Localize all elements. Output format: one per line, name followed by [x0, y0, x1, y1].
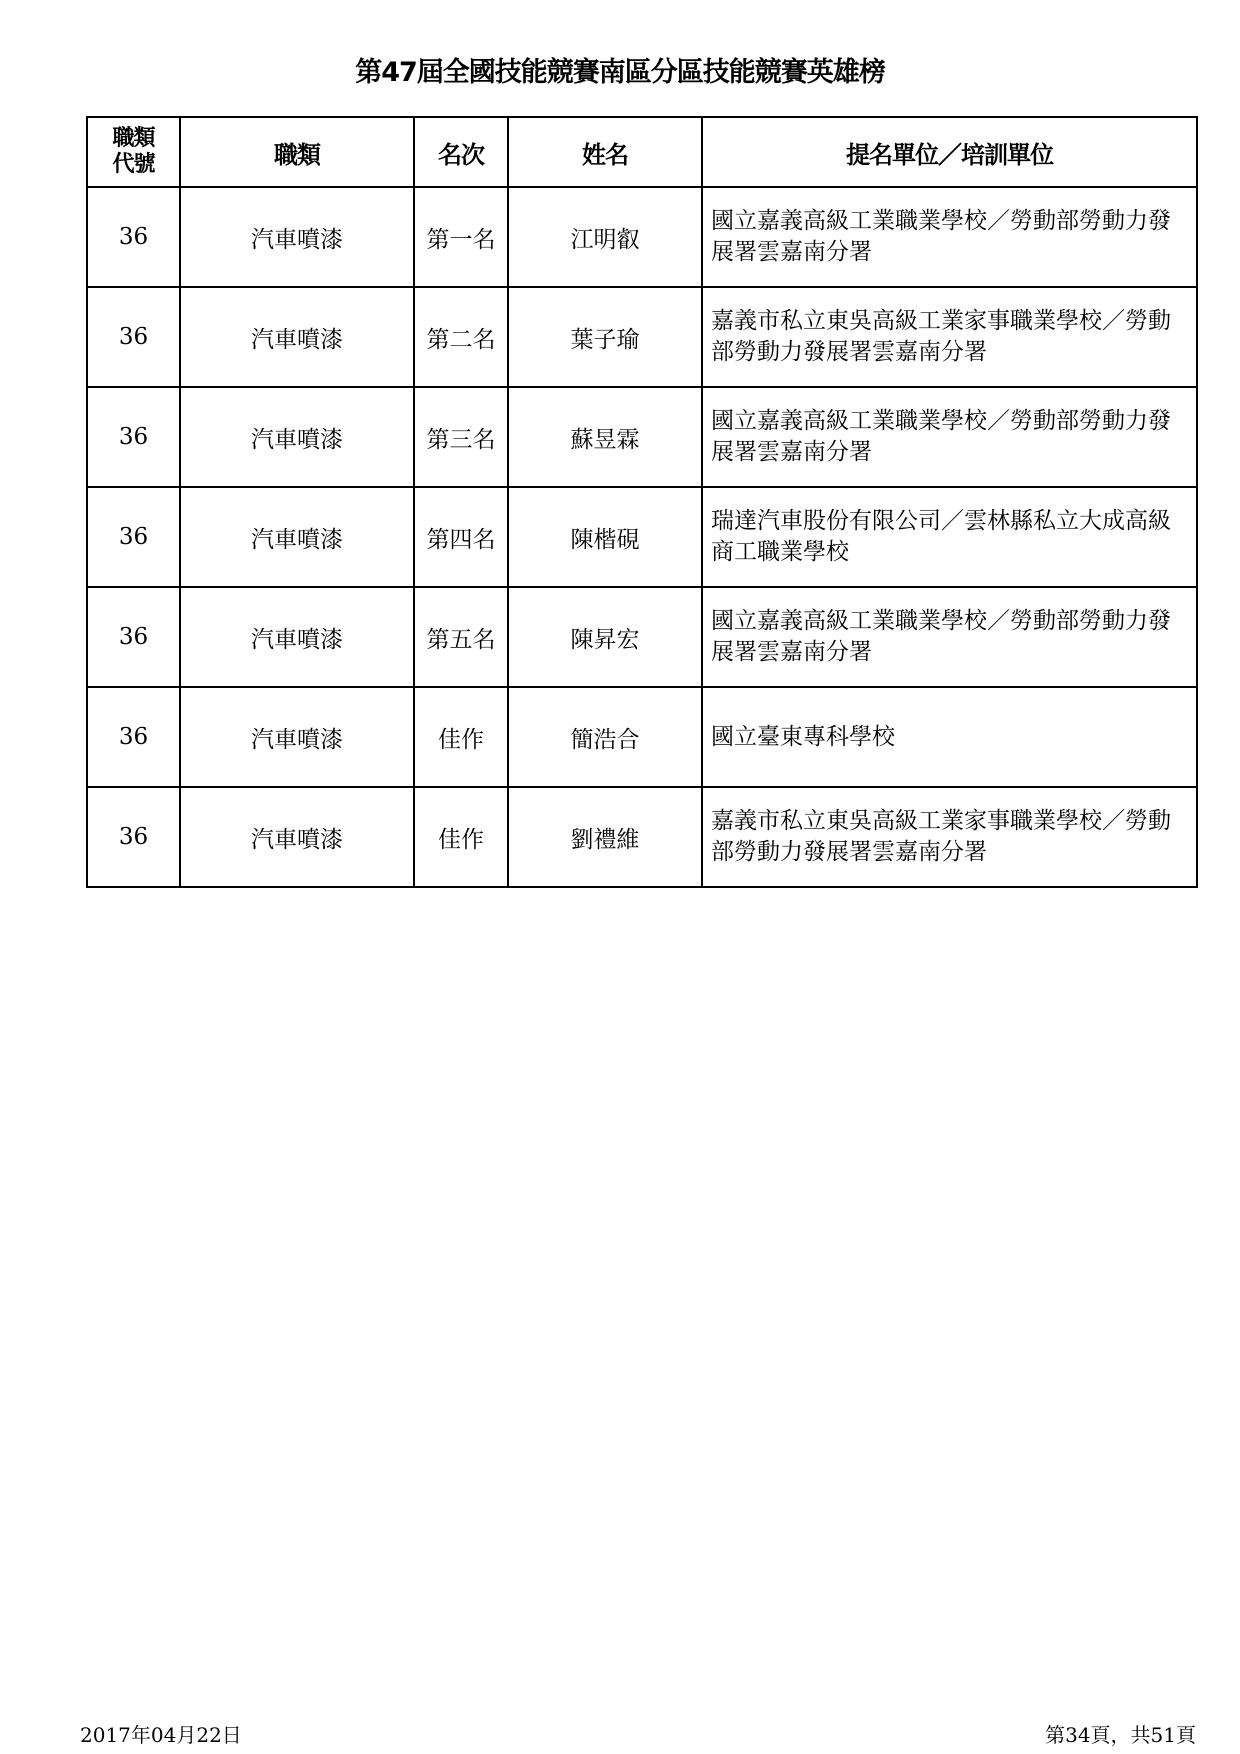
- cell-rank: 第五名: [414, 587, 508, 687]
- cell-code: 36: [87, 687, 180, 787]
- cell-unit: 嘉義市私立東吳高級工業家事職業學校／勞動部勞動力發展署雲嘉南分署: [702, 287, 1197, 387]
- cell-rank: 佳作: [414, 787, 508, 887]
- cell-unit: 國立嘉義高級工業職業學校／勞動部勞動力發展署雲嘉南分署: [702, 387, 1197, 487]
- header-rank: 名次: [414, 117, 508, 187]
- cell-category: 汽車噴漆: [180, 487, 414, 587]
- cell-unit: 國立臺東專科學校: [702, 687, 1197, 787]
- cell-category: 汽車噴漆: [180, 587, 414, 687]
- cell-code: 36: [87, 387, 180, 487]
- cell-name: 陳楷硯: [508, 487, 702, 587]
- table-row: [87, 687, 1197, 787]
- table-row: [87, 487, 1197, 587]
- cell-code: 36: [87, 487, 180, 587]
- header-unit: 提名單位／培訓單位: [702, 117, 1197, 187]
- cell-name: 蘇昱霖: [508, 387, 702, 487]
- cell-name: 簡浩合: [508, 687, 702, 787]
- cell-unit: 瑞達汽車股份有限公司／雲林縣私立大成高級商工職業學校: [702, 487, 1197, 587]
- hero-roster-table: [86, 116, 1198, 888]
- cell-rank: 第三名: [414, 387, 508, 487]
- footer-page-number: 第34頁，共51頁: [1045, 1723, 1196, 1747]
- header-code: [87, 117, 180, 187]
- cell-unit: 國立嘉義高級工業職業學校／勞動部勞動力發展署雲嘉南分署: [702, 187, 1197, 287]
- header-code-line1: 職類: [112, 126, 155, 151]
- table-header-row: [87, 117, 1197, 187]
- cell-code: 36: [87, 187, 180, 287]
- cell-name: 葉子瑜: [508, 287, 702, 387]
- cell-unit: 國立嘉義高級工業職業學校／勞動部勞動力發展署雲嘉南分署: [702, 587, 1197, 687]
- header-category: 職類: [180, 117, 414, 187]
- table-row: [87, 187, 1197, 287]
- cell-rank: 第二名: [414, 287, 508, 387]
- cell-category: 汽車噴漆: [180, 387, 414, 487]
- footer-date: 2017年04月22日: [80, 1723, 242, 1747]
- cell-rank: 佳作: [414, 687, 508, 787]
- cell-code: 36: [87, 287, 180, 387]
- table-row: [87, 387, 1197, 487]
- cell-code: 36: [87, 587, 180, 687]
- cell-unit: 嘉義市私立東吳高級工業家事職業學校／勞動部勞動力發展署雲嘉南分署: [702, 787, 1197, 887]
- cell-code: 36: [87, 787, 180, 887]
- cell-name: 陳昇宏: [508, 587, 702, 687]
- cell-name: 江明叡: [508, 187, 702, 287]
- header-name: 姓名: [508, 117, 702, 187]
- table-row: [87, 287, 1197, 387]
- cell-name: 劉禮維: [508, 787, 702, 887]
- page-title: 第47屆全國技能競賽南區分區技能競賽英雄榜: [355, 57, 885, 88]
- cell-category: 汽車噴漆: [180, 187, 414, 287]
- table-row: [87, 787, 1197, 887]
- cell-rank: 第一名: [414, 187, 508, 287]
- header-code-line2: 代號: [112, 152, 155, 177]
- table-row: [87, 587, 1197, 687]
- cell-category: 汽車噴漆: [180, 287, 414, 387]
- cell-category: 汽車噴漆: [180, 687, 414, 787]
- cell-rank: 第四名: [414, 487, 508, 587]
- cell-category: 汽車噴漆: [180, 787, 414, 887]
